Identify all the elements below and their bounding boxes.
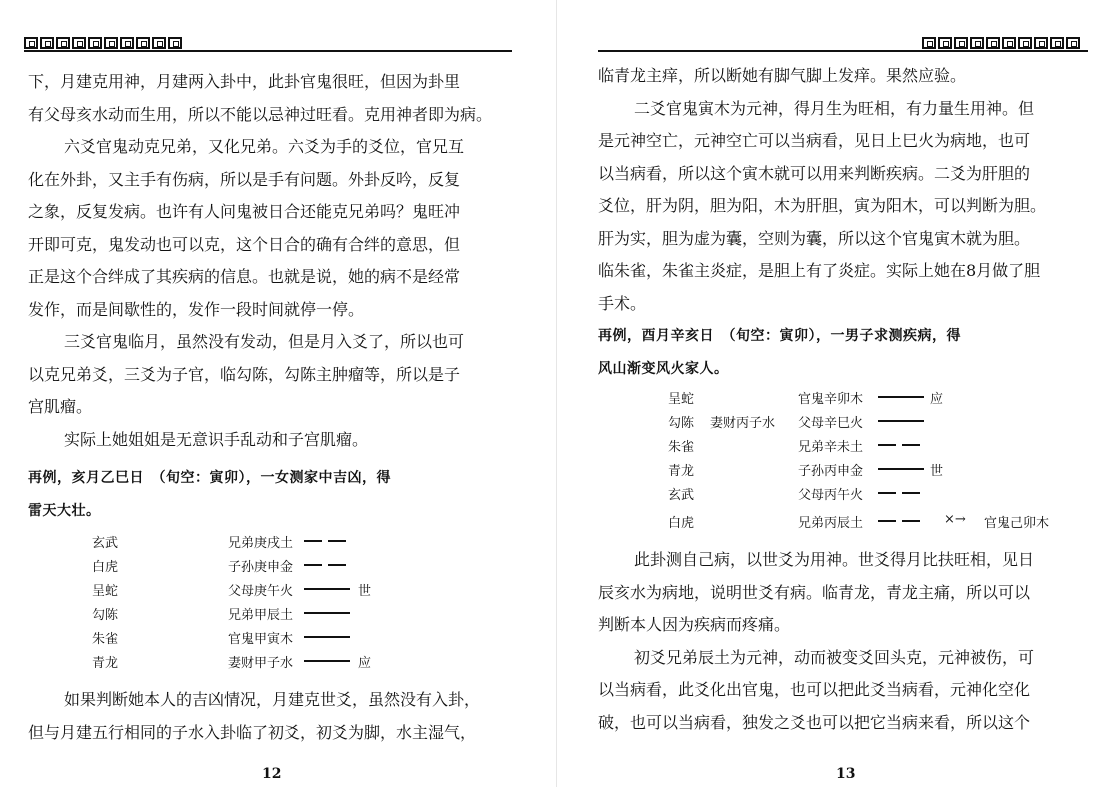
paragraph-line: 化在外卦，又主手有伤病，所以是手有问题。外卦反吟，反复	[28, 169, 461, 189]
moving-line-marker: ×→	[944, 512, 966, 527]
paragraph-line: 实际上她姐姐是无意识手乱动和子宫肌瘤。	[64, 429, 369, 449]
paragraph-line: 此卦测自己病，以世爻为用神。世爻得月比扶旺相，见日	[634, 550, 1035, 569]
line-label: 父母庚午火	[228, 584, 294, 599]
header-rule	[598, 50, 1088, 52]
yang-line	[304, 652, 350, 670]
yang-line	[878, 388, 924, 406]
paragraph-line: 破，也可以当病看，独发之爻也可以把它当病来看，所以这个	[598, 712, 1031, 732]
paragraph-line: 临青龙主痒，所以断她有脚气脚上发痒。果然应验。	[598, 66, 967, 85]
line-label: 兄弟甲辰土	[228, 608, 294, 623]
left-hexagram	[0, 532, 560, 682]
left-text-top	[28, 66, 518, 456]
paragraph-line: 宫肌瘤。	[28, 397, 93, 416]
paragraph-line: 以克兄弟爻，三爻为子官，临勾陈，勾陈主肿瘤等，所以是子	[28, 364, 461, 384]
paragraph-line: 开即可克，鬼发动也可以克，这个日合的确有合绊的意思，但	[28, 234, 461, 254]
changed-line-label: 官鬼己卯木	[984, 516, 1050, 531]
paragraph-line: 三爻官鬼临月，虽然没有发动，但是月入爻了，所以也可	[64, 332, 465, 351]
page-number: 12	[262, 766, 282, 782]
line-label: 兄弟丙辰土	[798, 516, 864, 531]
paragraph-line: 以当病看，此爻化出官鬼，也可以把此爻当病看，元神化空化	[598, 680, 1031, 699]
line-label: 兄弟庚戌土	[228, 536, 294, 551]
ying-marker: 应	[930, 392, 944, 407]
line-label: 子孙丙申金	[798, 464, 864, 479]
yang-line	[304, 628, 350, 646]
spirit-label: 朱雀	[668, 440, 695, 455]
right-text-top	[598, 60, 1088, 320]
spirit-label: 呈蛇	[92, 584, 119, 599]
paragraph-line: 判断本人因为疾病而疼痛。	[598, 615, 791, 634]
shi-marker: 世	[930, 464, 944, 479]
spirit-label: 呈蛇	[668, 392, 695, 407]
yin-line	[878, 512, 920, 530]
yang-line	[878, 412, 924, 430]
right-example-heading	[598, 320, 1088, 385]
page-number: 13	[836, 766, 856, 782]
paragraph-line: 下，月建克用神，月建两入卦中，此卦官鬼很旺，但因为卦里	[28, 72, 461, 91]
left-text-bottom	[28, 684, 518, 749]
paragraph-line: 肝为实，胆为虚为囊，空则为囊，所以这个官鬼寅木就为胆。	[598, 228, 1031, 248]
paragraph-line: 爻位，肝为阴，胆为阳，木为肝胆，寅为阳木，可以判断为胆。	[598, 196, 1047, 215]
paragraph-line: 六爻官鬼动克兄弟，又化兄弟。六爻为手的爻位，官兄互	[64, 137, 465, 156]
paragraph-line: 发作，而是间歇性的，发作一段时间就停一停。	[28, 299, 365, 319]
paragraph-line: 有父母亥水动而生用，所以不能以忌神过旺看。克用神者即为病。	[28, 104, 493, 124]
line-label: 父母丙午火	[798, 488, 864, 503]
yin-line	[878, 484, 920, 502]
hidden-line-label: 妻财丙子水	[710, 416, 776, 431]
spirit-label: 朱雀	[92, 632, 119, 647]
paragraph-line: 二爻官鬼寅木为元神，得月生为旺相，有力量生用神。但	[634, 98, 1035, 118]
paragraph-line: 如果判断她本人的吉凶情况，月建克世爻，虽然没有入卦，	[64, 690, 481, 709]
example-line: 再例，亥月乙巳日 （旬空：寅卯），一女测家中吉凶，得	[28, 470, 391, 486]
header-rule	[24, 50, 512, 52]
shi-marker: 世	[358, 584, 372, 599]
paragraph-line: 是元神空亡，元神空亡可以当病看，见日上巳火为病地，也可	[598, 131, 1031, 150]
spirit-label: 玄武	[668, 488, 695, 503]
line-label: 妻财甲子水	[228, 656, 294, 671]
line-label: 子孙庚申金	[228, 560, 294, 575]
paragraph-line: 之象，反复发病。也许有人问鬼被日合还能克兄弟吗？鬼旺冲	[28, 202, 461, 221]
paragraph-line: 辰亥水为病地，说明世爻有病。临青龙，青龙主痛，所以可以	[598, 582, 1031, 602]
spirit-label: 青龙	[668, 464, 695, 479]
paragraph-line: 临朱雀，朱雀主炎症，是胆上有了炎症。实际上她在8月做了胆	[598, 261, 1041, 280]
spirit-label: 白虎	[92, 560, 119, 575]
yang-line	[878, 460, 924, 478]
example-line: 风山渐变风火家人。	[598, 360, 729, 377]
line-label: 父母辛巳火	[798, 416, 864, 431]
spirit-label: 玄武	[92, 536, 119, 551]
spirit-label: 勾陈	[668, 416, 695, 431]
line-label: 官鬼辛卯木	[798, 392, 864, 407]
spirit-label: 白虎	[668, 516, 695, 531]
paragraph-line: 手术。	[598, 293, 647, 313]
right-text-bottom	[598, 544, 1088, 739]
yin-line	[304, 532, 346, 550]
paragraph-line: 以当病看，所以这个寅木就可以用来判断疾病。二爻为肝胆的	[598, 163, 1031, 183]
line-label: 兄弟辛未土	[798, 440, 864, 455]
paragraph-line: 初爻兄弟辰土为元神，动而被变爻回头克，元神被伤，可	[634, 647, 1035, 667]
spirit-label: 勾陈	[92, 608, 119, 623]
yang-line	[304, 580, 350, 598]
right-hexagram	[560, 388, 1120, 538]
right-page	[560, 0, 1120, 787]
yin-line	[304, 556, 346, 574]
paragraph-line: 正是这个合绊成了其疾病的信息。也就是说，她的病不是经常	[28, 267, 461, 286]
line-label: 官鬼甲寅木	[228, 632, 294, 647]
yin-line	[878, 436, 920, 454]
left-example-heading	[28, 462, 518, 527]
example-line: 再例，酉月辛亥日 （旬空：寅卯），一男子求测疾病，得	[598, 328, 961, 344]
paragraph-line: 但与月建五行相同的子水入卦临了初爻，初爻为脚，水主湿气，	[28, 722, 477, 742]
yang-line	[304, 604, 350, 622]
example-line: 雷天大壮。	[28, 502, 101, 519]
spirit-label: 青龙	[92, 656, 119, 671]
ying-marker: 应	[358, 656, 372, 671]
